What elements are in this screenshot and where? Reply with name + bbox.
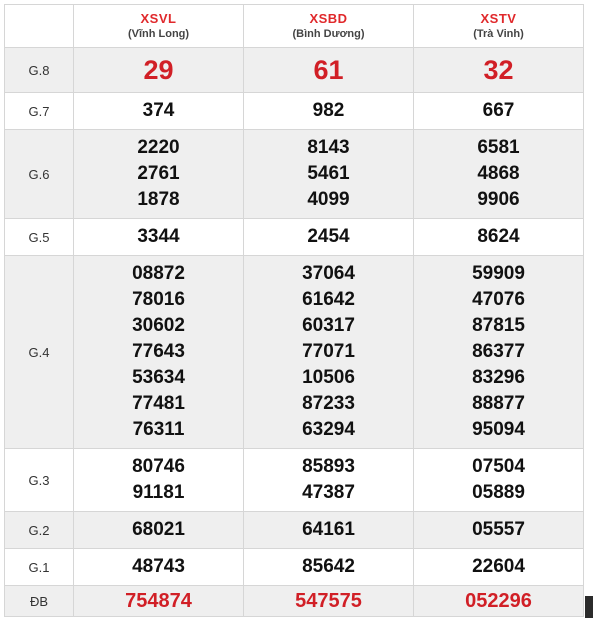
prize-label: G.7 xyxy=(5,93,74,130)
prize-label: G.5 xyxy=(5,219,74,256)
result-number: 77643 xyxy=(132,341,185,362)
result-number: 68021 xyxy=(74,512,244,549)
result-number: 8624 xyxy=(414,219,584,256)
result-cell xyxy=(244,130,414,219)
result-number: 667 xyxy=(414,93,584,130)
result-number: 2220 xyxy=(137,137,180,158)
result-number: 83296 xyxy=(472,367,525,388)
result-number: 2454 xyxy=(244,219,414,256)
result-cell xyxy=(74,449,244,512)
result-number: 374 xyxy=(74,93,244,130)
lottery-results-table xyxy=(4,4,584,617)
result-number: 86377 xyxy=(472,341,525,362)
result-number: 47076 xyxy=(472,289,525,310)
prize-row-g3 xyxy=(5,449,584,512)
result-number: 87233 xyxy=(302,393,355,414)
prize-label: ĐB xyxy=(5,586,74,617)
result-number: 47387 xyxy=(302,482,355,503)
result-number: 53634 xyxy=(132,367,185,388)
prize-row-g6 xyxy=(5,130,584,219)
result-cell xyxy=(414,130,584,219)
province-header-tra-vinh[interactable] xyxy=(414,5,584,48)
province-code[interactable]: XSTV xyxy=(480,11,517,26)
special-prize-number: 547575 xyxy=(244,586,414,617)
result-number: 8143 xyxy=(307,137,350,158)
special-prize-number: 052296 xyxy=(414,586,584,617)
result-number: 3344 xyxy=(74,219,244,256)
result-number: 6581 xyxy=(477,137,520,158)
scrollbar-thumb[interactable] xyxy=(585,596,593,618)
result-number: 07504 xyxy=(472,456,525,477)
prize-row-g8 xyxy=(5,48,584,93)
result-number: 64161 xyxy=(244,512,414,549)
result-number: 88877 xyxy=(472,393,525,414)
prize-header-cell xyxy=(5,5,74,48)
result-cell xyxy=(74,130,244,219)
result-number: 29 xyxy=(74,48,244,93)
result-cell xyxy=(244,449,414,512)
result-number: 05557 xyxy=(414,512,584,549)
header-row xyxy=(5,5,584,48)
prize-row-g1 xyxy=(5,549,584,586)
result-number: 85893 xyxy=(302,456,355,477)
result-number: 48743 xyxy=(74,549,244,586)
prize-label: G.3 xyxy=(5,449,74,512)
result-number: 37064 xyxy=(302,263,355,284)
result-number: 22604 xyxy=(414,549,584,586)
prize-label: G.6 xyxy=(5,130,74,219)
result-number: 77071 xyxy=(302,341,355,362)
province-code[interactable]: XSBD xyxy=(309,11,348,26)
prize-row-g2 xyxy=(5,512,584,549)
province-name: (Bình Dương) xyxy=(292,28,365,40)
prize-row-special xyxy=(5,586,584,617)
result-cell xyxy=(414,256,584,449)
province-header-vinh-long[interactable] xyxy=(74,5,244,48)
result-number: 78016 xyxy=(132,289,185,310)
result-number: 60317 xyxy=(302,315,355,336)
prize-label: G.8 xyxy=(5,48,74,93)
result-number: 30602 xyxy=(132,315,185,336)
prize-label: G.1 xyxy=(5,549,74,586)
result-number: 32 xyxy=(414,48,584,93)
prize-label: G.4 xyxy=(5,256,74,449)
result-number: 982 xyxy=(244,93,414,130)
result-number: 87815 xyxy=(472,315,525,336)
result-number: 4099 xyxy=(307,189,350,210)
province-header-binh-duong[interactable] xyxy=(244,5,414,48)
result-cell xyxy=(414,449,584,512)
prize-label: G.2 xyxy=(5,512,74,549)
result-number: 77481 xyxy=(132,393,185,414)
result-number: 63294 xyxy=(302,419,355,440)
province-code[interactable]: XSVL xyxy=(140,11,177,26)
result-number: 76311 xyxy=(132,419,185,440)
result-number: 2761 xyxy=(137,163,180,184)
prize-row-g7 xyxy=(5,93,584,130)
result-number: 10506 xyxy=(302,367,355,388)
result-number: 08872 xyxy=(132,263,185,284)
prize-row-g4 xyxy=(5,256,584,449)
result-number: 05889 xyxy=(472,482,525,503)
result-number: 9906 xyxy=(477,189,520,210)
result-number: 61 xyxy=(244,48,414,93)
result-number: 80746 xyxy=(132,456,185,477)
province-name: (Trà Vinh) xyxy=(473,28,524,40)
prize-row-g5 xyxy=(5,219,584,256)
result-number: 1878 xyxy=(137,189,180,210)
result-number: 95094 xyxy=(472,419,525,440)
result-cell xyxy=(74,256,244,449)
result-number: 85642 xyxy=(244,549,414,586)
special-prize-number: 754874 xyxy=(74,586,244,617)
result-number: 91181 xyxy=(132,482,185,503)
result-number: 59909 xyxy=(472,263,525,284)
province-name: (Vĩnh Long) xyxy=(127,28,190,40)
result-number: 61642 xyxy=(302,289,355,310)
result-number: 5461 xyxy=(307,163,350,184)
result-number: 4868 xyxy=(477,163,520,184)
result-cell xyxy=(244,256,414,449)
